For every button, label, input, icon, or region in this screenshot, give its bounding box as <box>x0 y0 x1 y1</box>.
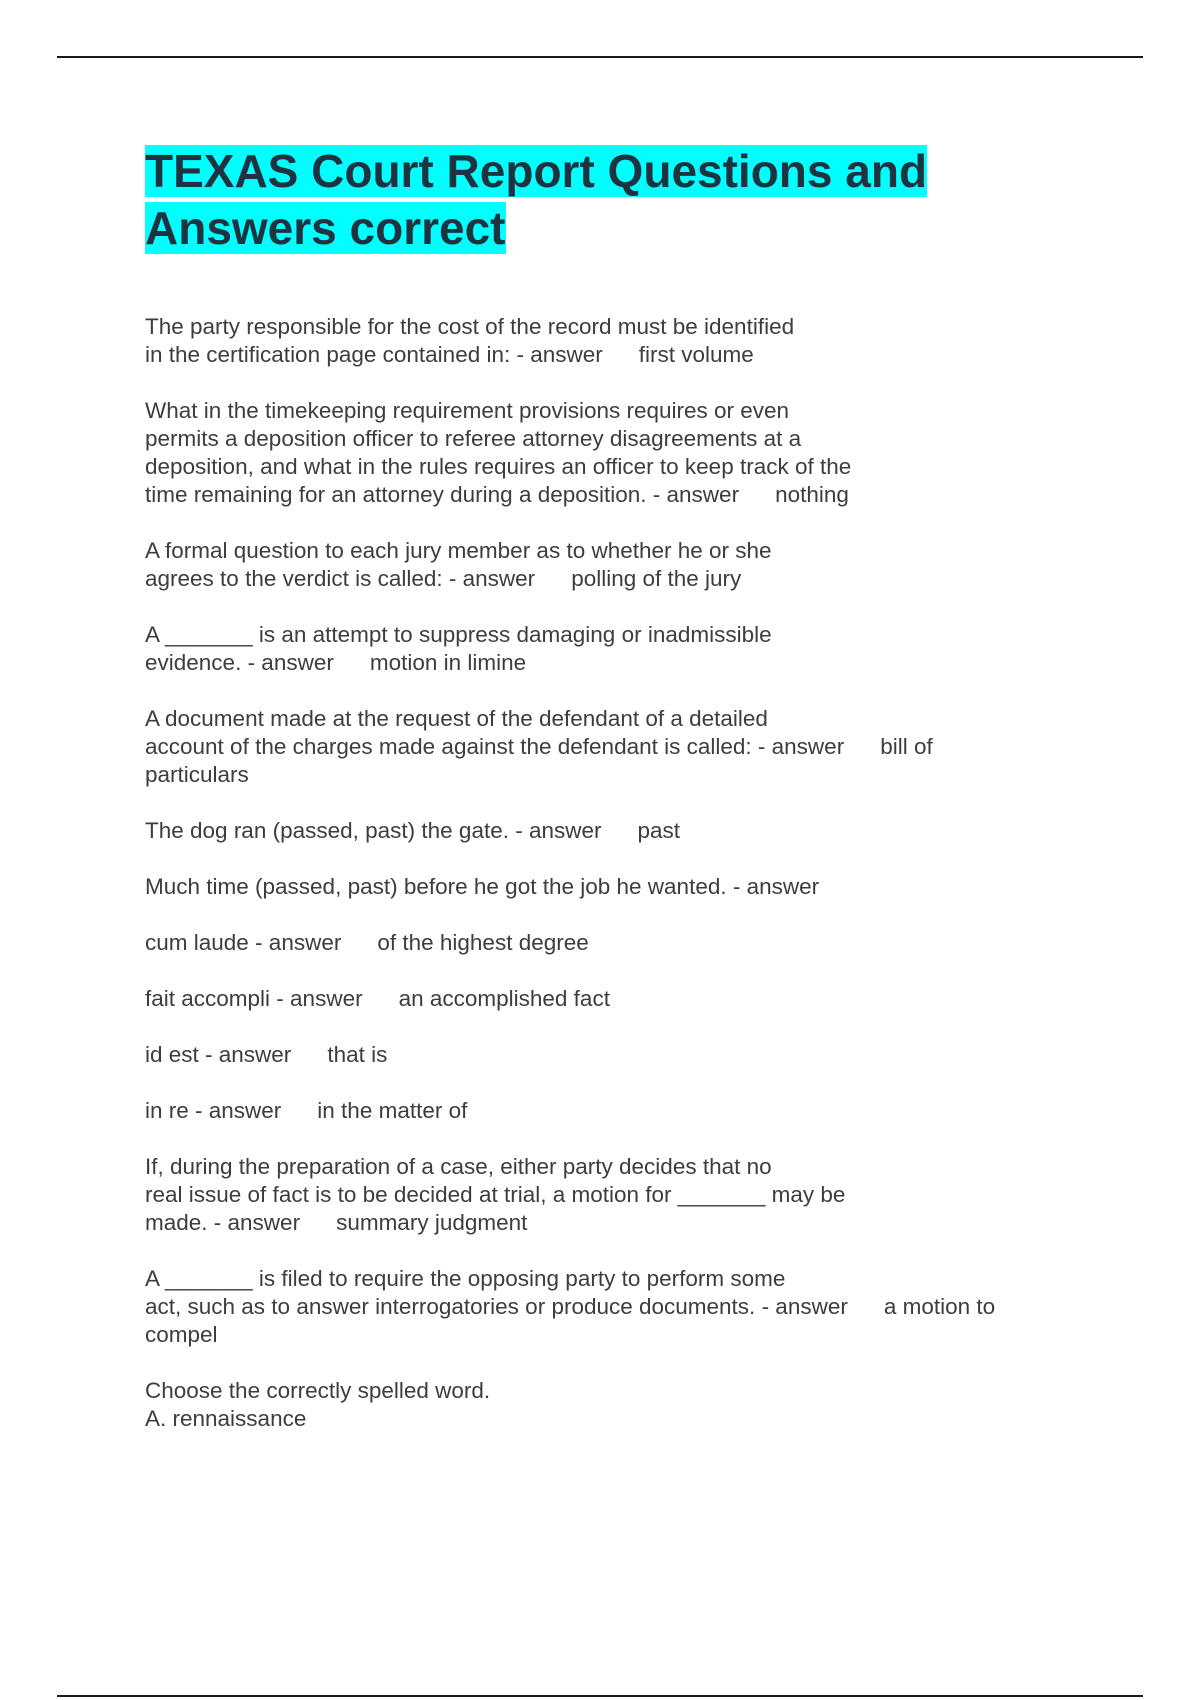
bottom-rule <box>57 1695 1143 1697</box>
answer-text: of the highest degree <box>377 930 589 955</box>
answer-text: past <box>637 818 681 843</box>
question-line: real issue of fact is to be decided at trial, a motion for _______ may be <box>145 1182 846 1207</box>
page-title <box>145 143 1045 257</box>
qa-item <box>145 929 1065 957</box>
qa-item <box>145 1265 1065 1349</box>
question-line: in the certification page contained in: - answer <box>145 342 603 367</box>
answer-text: motion in limine <box>369 650 527 675</box>
answer-text: nothing <box>775 482 849 507</box>
question-line: cum laude - answer <box>145 930 342 955</box>
qa-item <box>145 621 1065 677</box>
question-line: A formal question to each jury member as to whether he or she <box>145 538 772 563</box>
qa-item <box>145 1041 1065 1069</box>
question-line: id est - answer <box>145 1042 292 1067</box>
top-rule <box>57 56 1143 58</box>
question-line: The party responsible for the cost of the record must be identified <box>145 314 795 339</box>
question-line: permits a deposition officer to referee attorney disagreements at a <box>145 426 802 451</box>
question-line: Choose the correctly spelled word. <box>145 1378 491 1403</box>
question-line: time remaining for an attorney during a deposition. - answer <box>145 482 740 507</box>
qa-item <box>145 817 1065 845</box>
answer-text: a motion to <box>883 1294 996 1319</box>
question-line: A. rennaissance <box>145 1406 307 1431</box>
question-line: evidence. - answer <box>145 650 334 675</box>
qa-item <box>145 1153 1065 1237</box>
question-line: fait accompli - answer <box>145 986 363 1011</box>
question-line: The dog ran (passed, past) the gate. - answer <box>145 818 602 843</box>
qa-item <box>145 873 1065 901</box>
answer-text: polling of the jury <box>571 566 742 591</box>
question-line: account of the charges made against the defendant is called: - answer <box>145 734 845 759</box>
question-line: A _______ is filed to require the opposing party to perform some <box>145 1266 786 1291</box>
qa-item <box>145 313 1065 369</box>
qa-item <box>145 705 1065 789</box>
answer-text: summary judgment <box>336 1210 528 1235</box>
question-line: made. - answer <box>145 1210 301 1235</box>
qa-list <box>145 313 1065 1461</box>
qa-item <box>145 397 1065 509</box>
answer-text: bill of <box>880 734 933 759</box>
question-line: Much time (passed, past) before he got the job he wanted. - answer <box>145 874 820 899</box>
qa-item <box>145 1097 1065 1125</box>
question-line: deposition, and what in the rules requires an officer to keep track of the <box>145 454 852 479</box>
answer-text: in the matter of <box>317 1098 468 1123</box>
title-highlight: TEXAS Court Report Questions and Answers correct <box>145 145 928 254</box>
qa-item <box>145 537 1065 593</box>
question-line: act, such as to answer interrogatories or produce documents. - answer <box>145 1294 848 1319</box>
answer-text: an accomplished fact <box>398 986 610 1011</box>
answer-text: first volume <box>638 342 754 367</box>
question-line: What in the timekeeping requirement provisions requires or even <box>145 398 790 423</box>
answer-text: that is <box>327 1042 388 1067</box>
question-line: A document made at the request of the defendant of a detailed <box>145 706 768 731</box>
question-line: agrees to the verdict is called: - answer <box>145 566 536 591</box>
question-line: If, during the preparation of a case, either party decides that no <box>145 1154 772 1179</box>
question-line: A _______ is an attempt to suppress damaging or inadmissible <box>145 622 772 647</box>
answer-continuation: compel <box>145 1322 218 1347</box>
question-line: in re - answer <box>145 1098 282 1123</box>
qa-item <box>145 1377 1065 1433</box>
answer-continuation: particulars <box>145 762 249 787</box>
qa-item <box>145 985 1065 1013</box>
